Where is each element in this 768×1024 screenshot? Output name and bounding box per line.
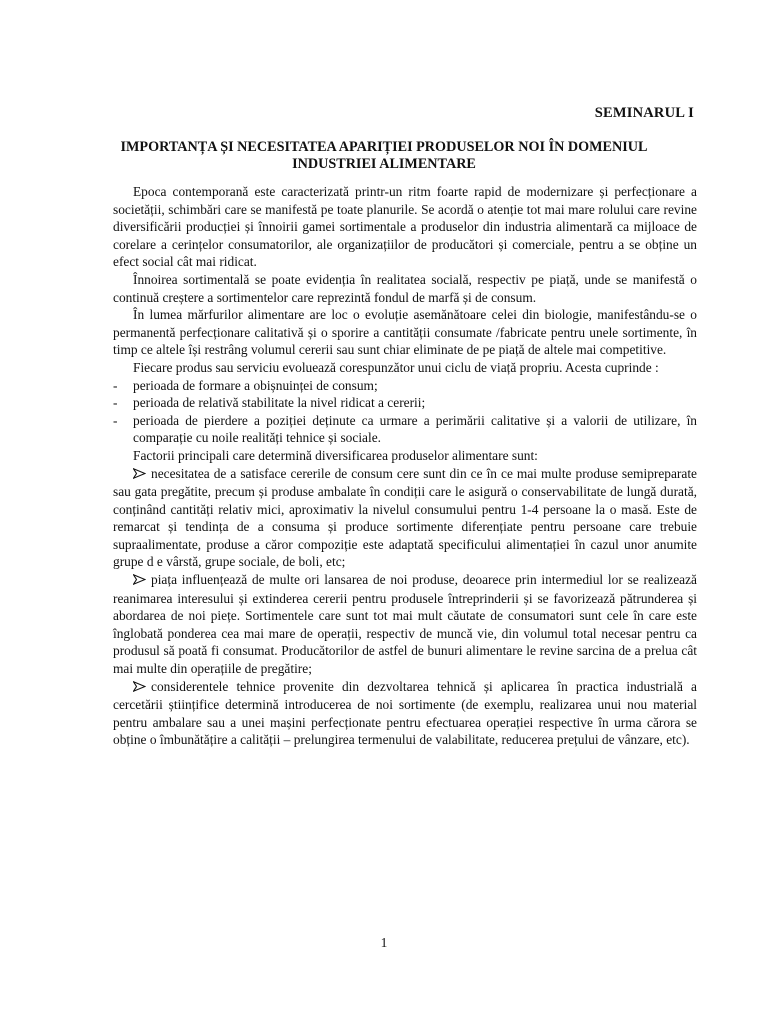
arrow-bullet-icon [133, 679, 147, 697]
arrow-item-necesitatea [113, 465, 697, 572]
dash-bullet: - [113, 395, 118, 411]
list-item [113, 377, 697, 395]
list-item [113, 394, 697, 412]
paragraph-innoirea: Înnoirea sortimentală se poate evidenția în realitatea socială, respectiv pe piață, unde se manifestă o continuă creștere a sortimentelor care reprezintă fondul de marfă și de consum. [113, 271, 697, 305]
list-item-text: perioada de formare a obișnuinței de consum; [133, 377, 378, 393]
list-item-text: perioada de relativă stabilitate la nivel ridicat a cererii; [133, 395, 426, 411]
document-title [105, 139, 663, 173]
arrow-item-tehnice [113, 678, 697, 749]
dash-bullet: - [113, 377, 118, 393]
paragraph-intro: Epoca contemporană este caracterizată printr-un ritm foarte rapid de modernizare și perfecționare a societății, schimbări care se manifestă pe toate planurile. Se acordă o atenție tot mai mare rolului care revine diversificării producției și înnoirii gamei sortimentale a produselor din industria alimentară ca mijloace de corelare a cerințelor consumatorilor, ale organizațiilor de producători și comerciale, pentru a se obține un efect social cât mai ridicat. [113, 184, 697, 270]
arrow-item-text: necesitatea de a satisface cererile de consum cere sunt din ce în ce mai multe produse semipreparate sau gata pregătite, precum și produse ambalate în condiții care le asigură o conservabilitate de lungă durată, conținând cantități relativ mici, aproximativ la nivelul consumului pentru 1-4 persoane la o masă. Este de remarcat și tendința de a consuma și produce sortimente diferențiate pentru persoane care trebuie supraalimentate, produse a căror compoziție este adaptată specificului alimentației în cazul unor anumite grupe d e vârstă, grupe sociale, de boli, etc; [113, 465, 697, 570]
arrow-bullet-icon [133, 572, 147, 590]
lifecycle-list [113, 377, 697, 447]
title-line-1: IMPORTANȚA ȘI NECESITATEA APARIȚIEI PRODUSELOR NOI ÎN DOMENIUL [120, 139, 648, 155]
arrow-bullet-icon [133, 466, 147, 484]
arrow-item-text: piața influențează de multe ori lansarea de noi produse, deoarece prin intermediul lor se realizează reanimarea interesului și extinderea cererii pentru produsele întreprinderii și se favorizează pătrunderea și abordarea de noi piețe. Sortimentele care sunt tot mai mult căutate de consumatori sunt cele în care este înglobată ponderea cea mai mare de operații, respectiv de muncă vie, din volumul total necesar pentru ca produsul să poată fi consumat. Producătorilor de astfel de bunuri alimentare le revine sarcina de a prelua cât mai multe din operațiile de pregătire; [113, 572, 697, 677]
paragraph-factori: Factorii principali care determină diversificarea produselor alimentare sunt: [133, 447, 538, 463]
arrow-item-piata [113, 571, 697, 678]
list-item [113, 412, 697, 447]
list-item-text: perioada de pierdere a poziției deținute ca urmare a perimării calitative și a valorii de utilizare, în comparație cu noile realități tehnice și sociale. [133, 412, 697, 446]
paragraph-lumea-marfurilor: În lumea mărfurilor alimentare are loc o evoluție asemănătoare celei din biologie, manifestându-se o permanentă perfecționare calitativă și o sporire a cantității consumate /fabricate pentru unele sortimente, în timp ce altele își restrâng volumul cererii sau sunt chiar eliminate de pe piață de altele mai competitive. [113, 307, 697, 358]
paragraph-ciclu-viata: Fiecare produs sau serviciu evoluează corespunzător unui ciclu de viață propriu. Acesta cuprinde : [133, 359, 659, 375]
seminar-heading: SEMINARUL I [594, 105, 694, 121]
page-number: 1 [380, 935, 388, 950]
dash-bullet: - [113, 412, 118, 428]
document-body [113, 183, 697, 749]
title-line-2: INDUSTRIEI ALIMENTARE [292, 156, 476, 172]
arrow-item-text: considerentele tehnice provenite din dezvoltarea tehnică și aplicarea în practica industrială a cercetării științifice determină introducerea de noi sortimente (de exemplu, realizarea unui nou material pentru ambalare sau a unei mașini perfecționate pentru efectuarea operației respective în urma cărora se obține o îmbunătățire a calității – prelungirea termenului de valabilitate, reducerea prețului de vânzare, etc). [113, 678, 697, 748]
